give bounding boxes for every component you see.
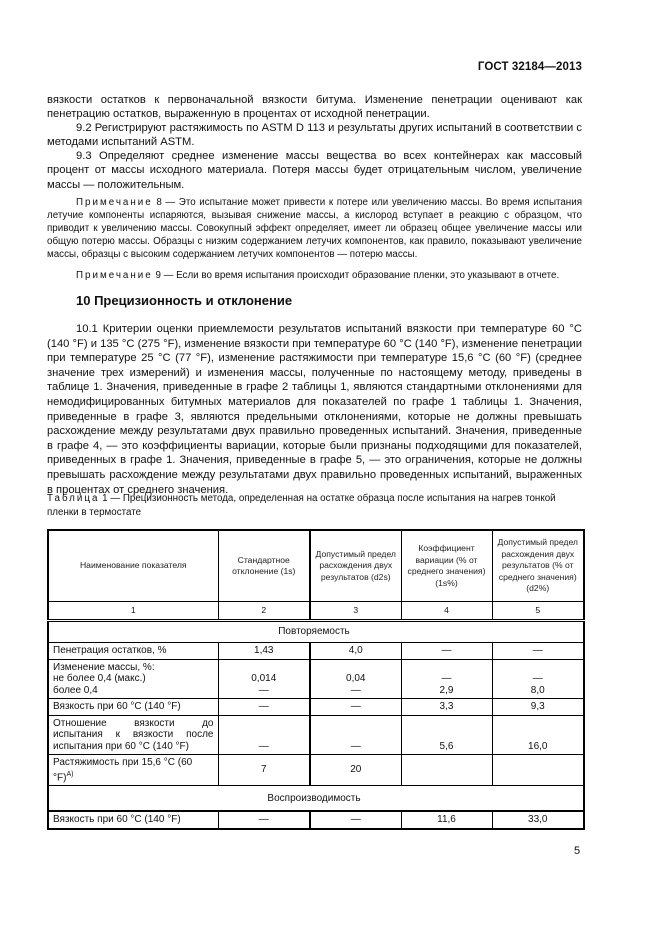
paragraph-9-2: 9.2 Регистрируют растяжимость по ASTM D 113 и результаты других испытаний в соответствии с методами испытаний ASTM. — [47, 122, 582, 149]
section-repeatability: Повторяемость — [48, 621, 584, 643]
table-column-numbers — [48, 602, 584, 621]
cell-c5 — [492, 755, 584, 786]
cell-c2: — — [218, 811, 310, 829]
cell-c5: 33,0 — [492, 811, 584, 829]
cell-c3: — — [310, 699, 401, 716]
col-num-2: 2 — [218, 602, 310, 621]
row-name: Вязкость при 60 °С (140 °F) — [48, 699, 218, 716]
cell-c4: 5,6 — [401, 715, 492, 755]
col-num-4: 4 — [401, 602, 492, 621]
table-caption — [47, 492, 582, 519]
cell-c3: 20 — [310, 755, 401, 786]
table-caption-text: 1 — Прецизионность метода, определенная на остатке образца после испытания на нагрев тонкой пленки в термостате — [47, 493, 556, 518]
cell-c3: — — [310, 811, 401, 829]
cell-c4-a: — — [441, 673, 452, 684]
note-8-text: 8 — Это испытание может привести к потере или увеличению массы. Во время испытания летучие компоненты испаряются, вызывая снижение массы, а кислород вступает в реакцию с образцом, что приводит к увеличению массы. Совокупный эффект определяет, имеет ли образец общее увеличение массы или общую потерю массы. Образцы с низким содержанием летучих компонентов, как правило, показывают увеличение массы, образцы с высоким содержанием летучих компонентов — потерю массы. — [47, 196, 582, 261]
note-9-label: Примечание — [76, 269, 153, 281]
header-cv: Коэффициент вариации (% от среднего значения) (1s%) — [401, 530, 492, 602]
section-row-repeatability — [48, 621, 584, 643]
header-d2pct: Допустимый предел расхождения двух результатов (% от среднего значения) (d2%) — [492, 530, 584, 602]
note-9 — [47, 269, 582, 282]
col-num-3: 3 — [310, 602, 401, 621]
section-row-reproducibility — [48, 786, 584, 812]
cell-c5-b: 8,0 — [530, 684, 545, 696]
cell-c4-b: 2,9 — [439, 684, 454, 696]
cell-c5: 9,3 — [492, 699, 584, 716]
cell-c3-b: — — [350, 684, 361, 696]
cell-c2: — — [218, 715, 310, 755]
row-name-line2: не более 0,4 (макс.) — [53, 673, 146, 684]
cell-c3: — — [310, 715, 401, 755]
footnote-marker: A) — [66, 770, 74, 778]
col-num-1: 1 — [48, 602, 218, 621]
cell-c3-a: 0,04 — [346, 673, 366, 684]
table-row — [48, 643, 584, 660]
cell-c2-b: — — [258, 684, 269, 696]
table-caption-label: Таблица — [47, 493, 100, 504]
precision-table — [47, 529, 585, 830]
cell-c2 — [218, 659, 310, 699]
table-row — [48, 755, 584, 786]
paragraph-9-3: 9.3 Определяют среднее изменение массы вещества во всех контейнерах как массовый процент от массы исходного материала. Потеря массы будет отрицательным числом, увеличение массы — положительным. — [47, 150, 582, 191]
cell-c5 — [492, 659, 584, 699]
cell-c5: 16,0 — [492, 715, 584, 755]
cell-c4 — [401, 755, 492, 786]
note-8-label: Примечание — [76, 196, 153, 208]
cell-c3 — [310, 659, 401, 699]
header-d2s: Допустимый предел расхождения двух результатов (d2s) — [310, 530, 401, 602]
header-indicator: Наименование показателя — [48, 530, 218, 602]
cell-c5-a: — — [532, 673, 543, 684]
section-10-heading: 10 Прецизионность и отклонение — [76, 293, 293, 308]
table-row — [48, 699, 584, 716]
row-name — [48, 659, 218, 699]
section-reproducibility: Воспроизводимость — [48, 786, 584, 812]
row-name — [48, 755, 218, 786]
section-10-text — [47, 322, 582, 497]
cell-c5: — — [492, 643, 584, 660]
cell-c2: 1,43 — [218, 643, 310, 660]
table-row — [48, 811, 584, 829]
cell-c2: — — [218, 699, 310, 716]
page-number: 5 — [574, 845, 581, 857]
row-name-line3: более 0,4 — [53, 684, 98, 696]
row-name-text: Растяжимость при 15,6 °С (60 °F) — [53, 757, 193, 783]
col-num-5: 5 — [492, 602, 584, 621]
row-name: Вязкость при 60 °С (140 °F) — [48, 811, 218, 829]
row-name: Пенетрация остатков, % — [48, 643, 218, 660]
paragraph-10-1: 10.1 Критерии оценки приемлемости результатов испытаний вязкости при температуре 60 °С (140 °F) и 135 °С (275 °F), изменение вязкости при температуре 60 °С (140 °F), изменение пенетрации при температуре 25 °С (77 °F), изменение растяжимости при температуре 15,6 °С (60 °F) (среднее значение трех измерений) и изменения массы, полученные по настоящему методу, приведены в таблице 1. Значения, приведенные в графе 2 таблицы 1, являются стандартными отклонениями для немодифицированных битумных материалов для показателей по графе 1 таблицы 1. Значения, приведенные в графе 3, являются предельными отклонениями, которые не должны превышать расхождение между результатами двух правильно проведенных испытаний. Значения, приведенные в графе 4, — это коэффициенты вариации, которые были признаны подходящими для показателей, приведенных в графе 1. Значения, приведенные в графе 5, — это ограничения, которые не должны превышать расхождение между результатами двух правильно проведенных испытаний, выраженных в процентах от среднего значения. — [47, 323, 582, 496]
table-header-row — [48, 530, 584, 602]
document-code: ГОСТ 32184—2013 — [477, 61, 582, 73]
table-row — [48, 659, 584, 699]
paragraph-continuation: вязкости остатков к первоначальной вязкости битума. Изменение пенетрации оценивают как пенетрацию остатков, выраженную в процентах от исходной пенетрации. — [47, 94, 582, 121]
cell-c4 — [401, 659, 492, 699]
note-8 — [47, 196, 582, 262]
cell-c2-a: 0,014 — [251, 673, 277, 684]
cell-c3: 4,0 — [310, 643, 401, 660]
section-9-text — [47, 93, 582, 282]
table-row — [48, 715, 584, 755]
cell-c4: — — [401, 643, 492, 660]
cell-c2: 7 — [218, 755, 310, 786]
header-std-deviation: Стандартное отклонение (1s) — [218, 530, 310, 602]
row-name-line1: Изменение массы, %: — [53, 661, 155, 673]
cell-c4: 3,3 — [401, 699, 492, 716]
cell-c4: 11,6 — [401, 811, 492, 829]
note-9-text: 9 — Если во время испытания происходит образование пленки, это указывают в отчете. — [152, 269, 560, 281]
row-name: Отношение вязкости до испытания к вязкости после испытания при 60 °С (140 °F) — [48, 715, 218, 755]
